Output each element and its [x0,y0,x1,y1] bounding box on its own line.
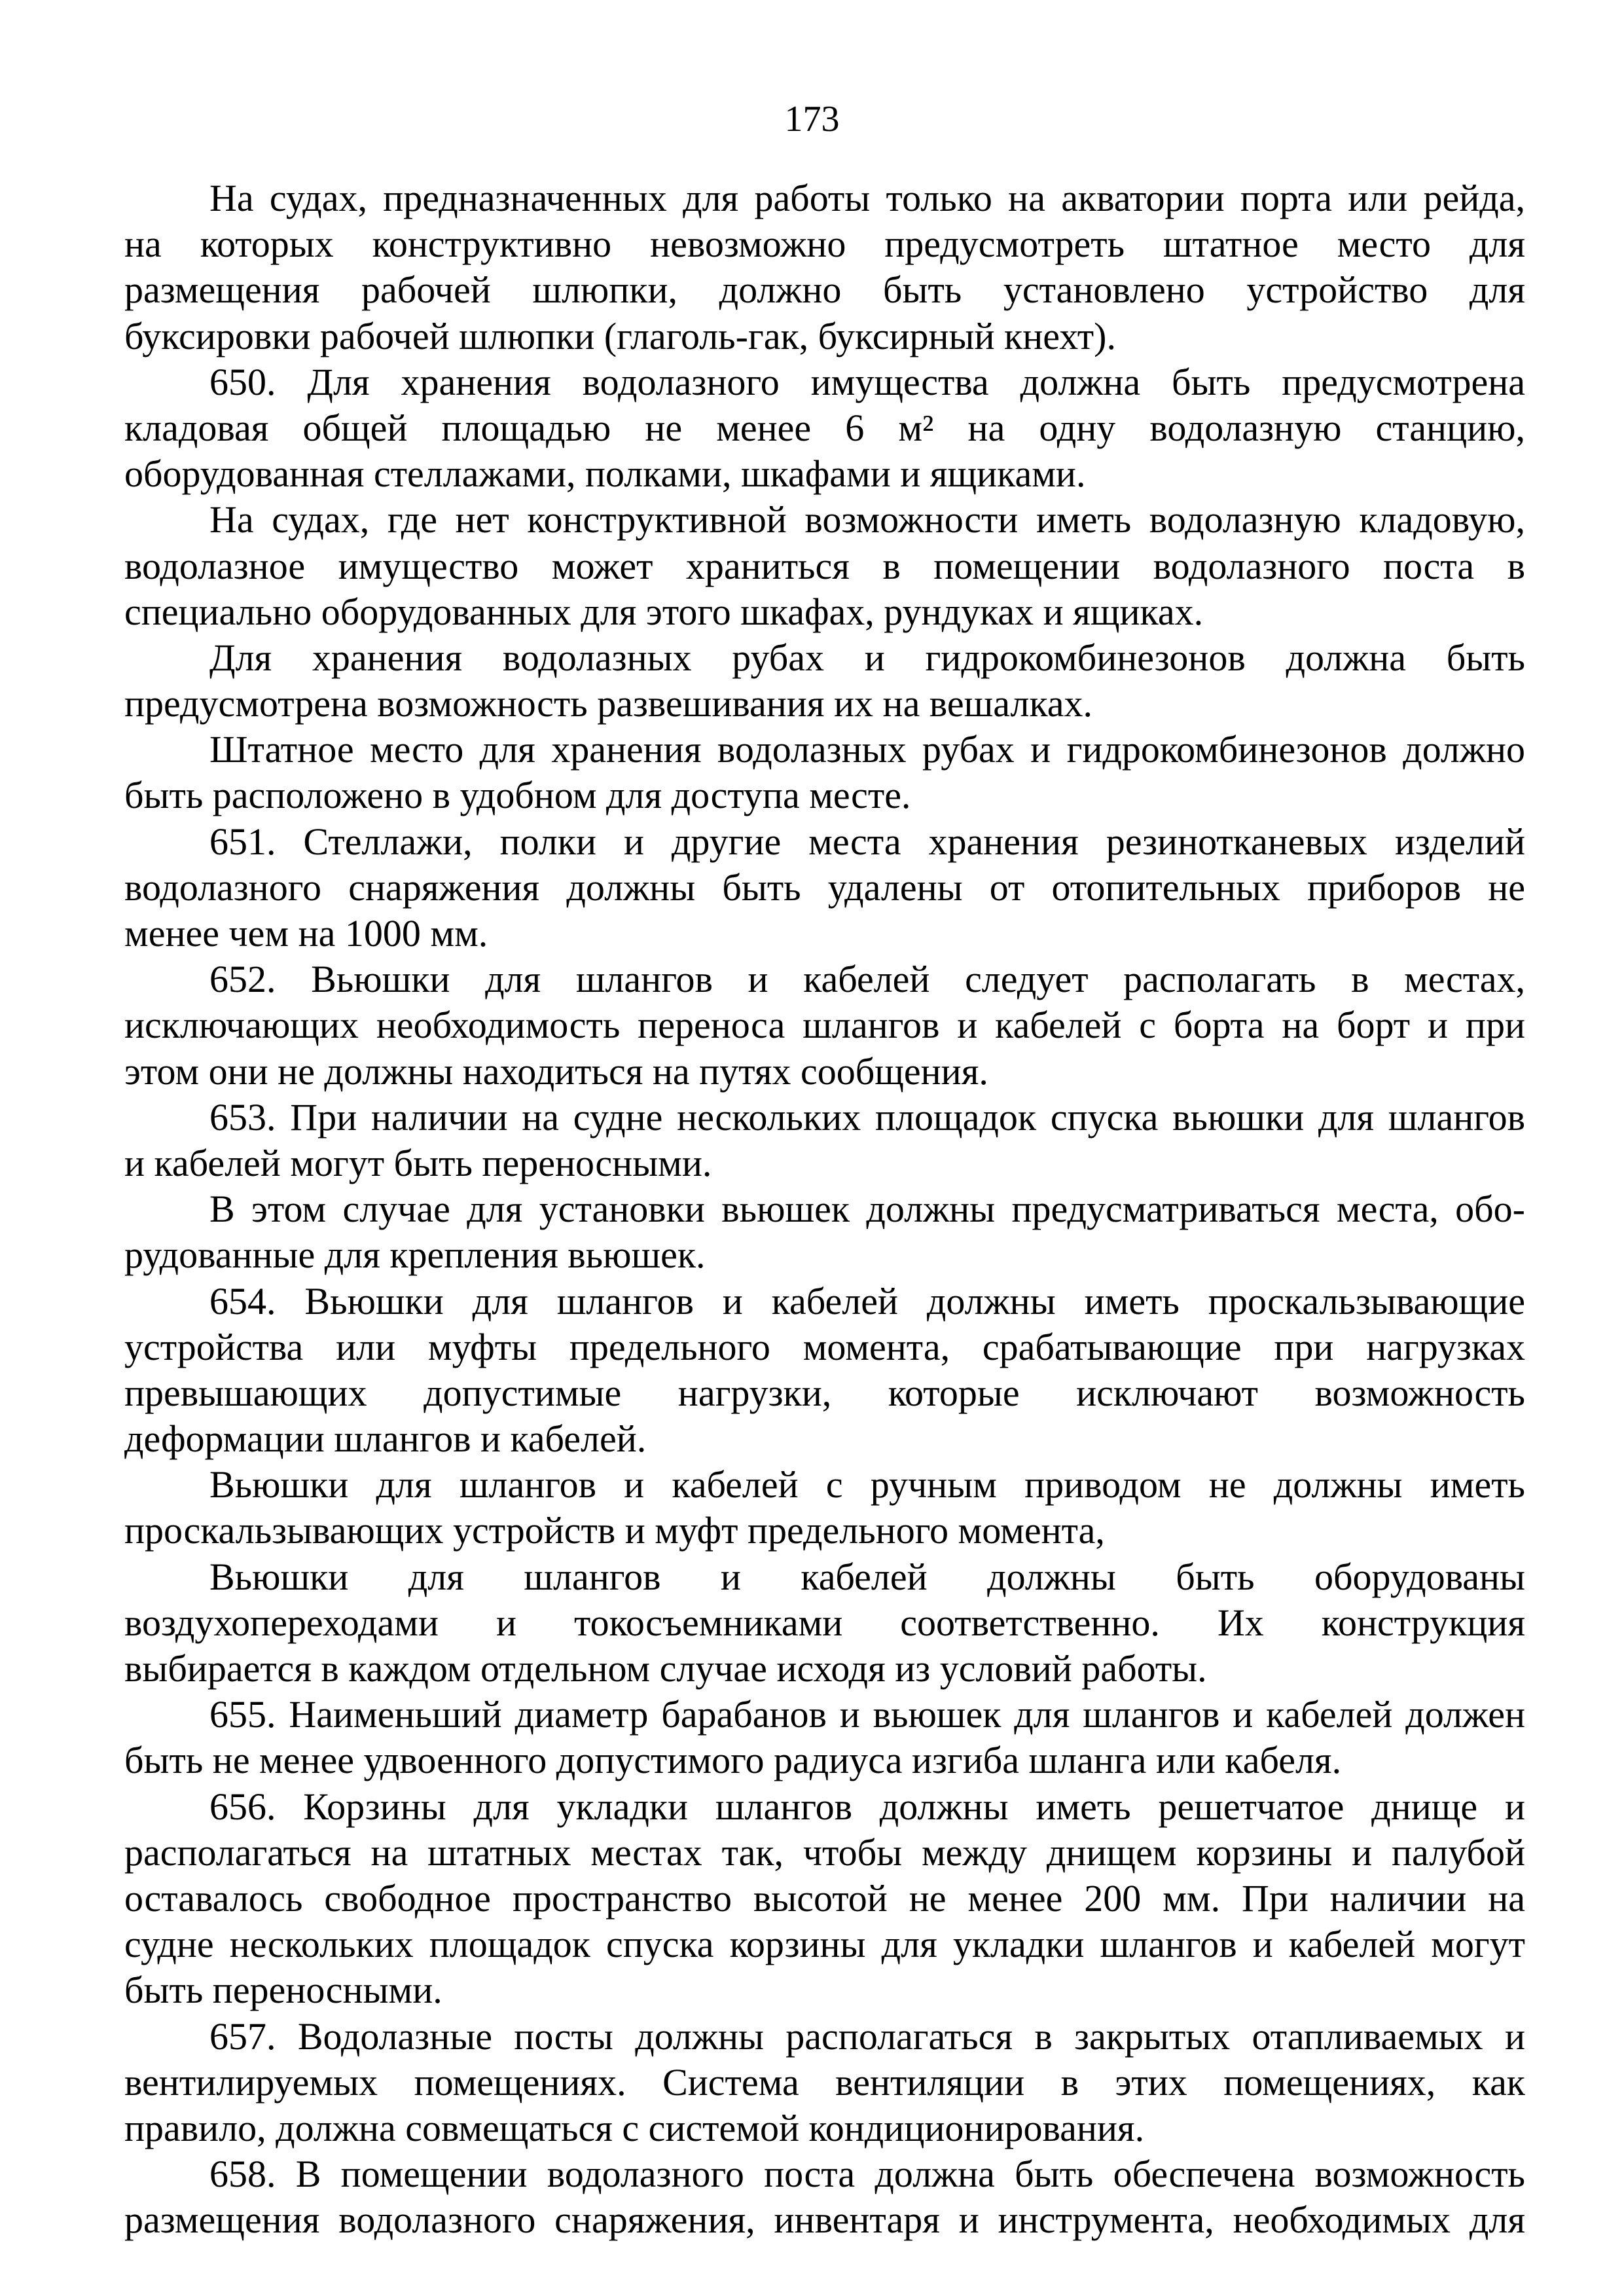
text-line: кладовая общей площадью не менее 6 м² на одну водолазную станцию, [124,406,1525,449]
text-line: быть расположено в удобном для доступа месте. [124,774,911,817]
paragraph [124,1095,1525,1186]
paragraph [124,1462,1525,1554]
text-line: оставалось свободное пространство высотой не менее 200 мм. При наличии на [124,1876,1525,1920]
text-line: этом они не должны находиться на путях сообщения. [124,1049,988,1093]
document-body [124,175,1525,2243]
paragraph [124,819,1525,957]
text-line: 651. Стеллажи, полки и другие места хранения резинотканевых изделий [209,820,1525,863]
paragraph [124,957,1525,1095]
text-line: исключающих необходимость переноса шлангов и кабелей с борта на борт и при [124,1004,1525,1047]
text-line: Штатное место для хранения водолазных рубах и гидрокомбинезонов должно [209,728,1525,771]
paragraph [124,497,1525,635]
text-line: водолазного снаряжения должны быть удалены от отопительных приборов не [124,866,1525,909]
text-line: На судах, где нет конструктивной возможности иметь водолазную кладовую, [209,498,1525,541]
text-line: правило, должна совмещаться с системой кондиционирования. [124,2106,1145,2149]
text-line: 654. Вьюшки для шлангов и кабелей должны иметь проскальзывающие [209,1279,1525,1322]
paragraph [124,1554,1525,1692]
paragraph [124,1279,1525,1463]
text-line: 653. При наличии на судне нескольких площадок спуска вьюшки для шлангов [209,1095,1525,1139]
text-line: размещения рабочей шлюпки, должно быть установлено устройство для [124,268,1525,312]
text-line: размещения водолазного снаряжения, инвентаря и инструмента, необходимых для [124,2198,1525,2242]
text-line: и кабелей могут быть переносными. [124,1141,712,1184]
text-line: устройства или муфты предельного момента, срабатывающие при нагрузках [124,1325,1525,1368]
text-line: На судах, предназначенных для работы только на акватории порта или рейда, [209,177,1525,219]
text-line: проскальзывающих устройств и муфт предельного момента, [124,1509,1105,1552]
paragraph [124,1784,1525,2014]
paragraph [124,359,1525,498]
text-line: превышающих допустимые нагрузки, которые исключают возможность [124,1371,1525,1414]
text-line: Вьюшки для шлангов и кабелей должны быть оборудованы [209,1555,1525,1598]
paragraph [124,1692,1525,1783]
paragraph [124,727,1525,818]
text-line: водолазное имущество может храниться в помещении водолазного поста в [124,544,1525,587]
page-number: 173 [784,99,840,139]
text-line: менее чем на 1000 мм. [124,912,488,955]
text-line: 655. Наименьший диаметр барабанов и вьюшек для шлангов и кабелей должен [209,1693,1525,1736]
text-line: воздухопереходами и токосъемниками соответственно. Их конструкция [124,1601,1525,1644]
text-line: 657. Водолазные посты должны располагаться в закрытых отапливаемых и [209,2014,1525,2058]
paragraph [124,1186,1525,1278]
paragraph [124,635,1525,727]
text-line: вентилируемых помещениях. Система вентиляции в этих помещениях, как [124,2060,1525,2104]
text-line: выбирается в каждом отдельном случае исходя из условий работы. [124,1647,1207,1690]
text-line: располагаться на штатных местах так, чтобы между днищем корзины и палубой [124,1831,1525,1874]
text-line: 652. Вьюшки для шлангов и кабелей следует располагать в местах, [209,958,1525,1001]
paragraph [124,175,1525,359]
text-line: специально оборудованных для этого шкафах, рундуках и ящиках. [124,590,1204,633]
text-line: судне нескольких площадок спуска корзины для укладки шлангов и кабелей могут [124,1923,1525,1966]
text-line: на которых конструктивно невозможно предусмотреть штатное место для [124,223,1525,266]
text-line: 658. В помещении водолазного поста должна быть обеспечена возможность [209,2153,1525,2196]
text-line: деформации шлангов и кабелей. [124,1417,647,1461]
text-line: В этом случае для установки вьюшек должны предусматриваться места, обо- [209,1188,1525,1231]
paragraph [124,2014,1525,2152]
text-line: 656. Корзины для укладки шлангов должны иметь решетчатое днище и [209,1785,1525,1828]
text-line: оборудованная стеллажами, полками, шкафами и ящиками. [124,452,1086,496]
text-line: буксировки рабочей шлюпки (глаголь-гак, буксирный кнехт). [124,314,1116,357]
text-line: 650. Для хранения водолазного имущества должна быть предусмотрена [209,360,1525,403]
text-line: Вьюшки для шлангов и кабелей с ручным приводом не должны иметь [209,1463,1525,1506]
text-line: быть переносными. [124,1969,442,2012]
text-line: рудованные для крепления вьюшек. [124,1233,706,1277]
paragraph [124,2151,1525,2243]
text-line: предусмотрена возможность развешивания их на вешалках. [124,682,1092,725]
text-line: Для хранения водолазных рубах и гидрокомбинезонов должна быть [209,636,1525,679]
text-line: быть не менее удвоенного допустимого радиуса изгиба шланга или кабеля. [124,1739,1342,1782]
